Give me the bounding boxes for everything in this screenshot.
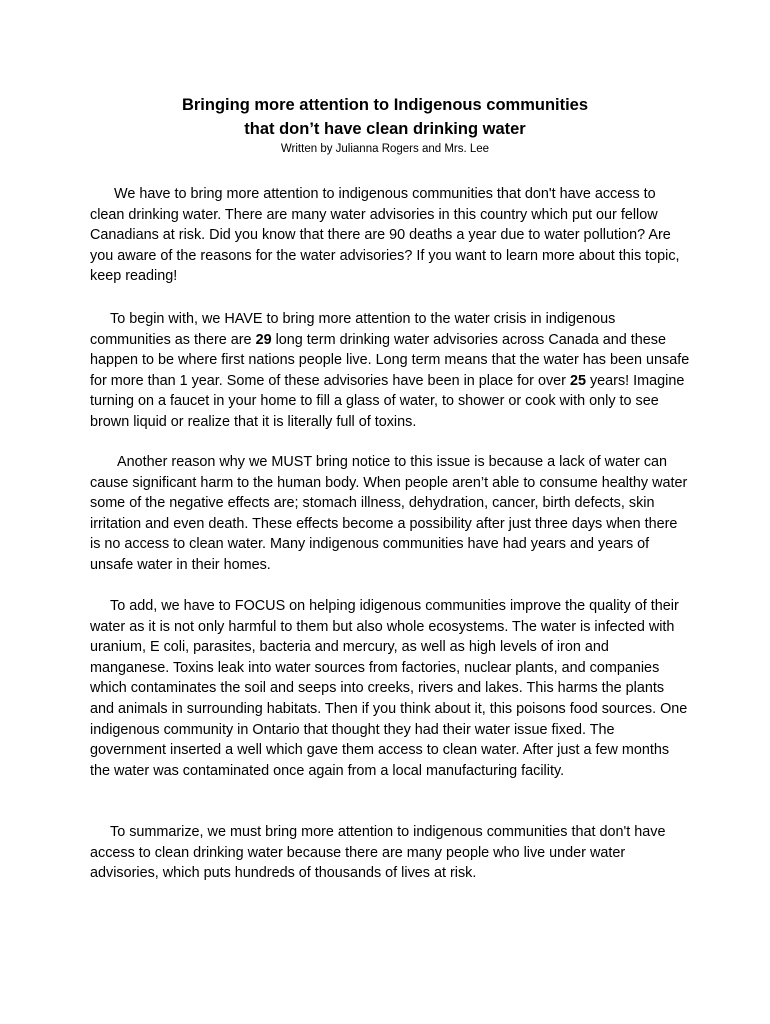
paragraph-health [90,452,690,576]
advisory-years: 25 [569,372,586,389]
paragraph-introduction [90,184,690,287]
paragraph-introduction-text: We have to bring more attention to indigenous communities that don't have access to clean drinking water. There are many water advisories in this country which put our fellow Canadians at risk. Did you know that there are 90 deaths a year due to water pollution? Are you aware of the reasons for the water advisories? If you want to learn more about this topic, keep reading! [90,186,680,285]
document-title-line-1: Bringing more attention to Indigenous communities [181,96,589,114]
paragraph-summary [90,822,690,884]
paragraph-summary-text: To summarize, we must bring more attention to indigenous communities that don't have access to clean drinking water because there are many people who live under water advisories, which puts hundreds of thousands of lives at risk. [90,824,666,882]
paragraph-begin-text-3: years! Imagine turning on a faucet in your home to fill a glass of water, to shower or cook with only to see brown liquid or realize that it is literally full of toxins. [90,372,685,430]
document-title-line-2: that don’t have clean drinking water [244,120,526,138]
paragraph-begin [90,309,690,433]
document-byline: Written by Julianna Rogers and Mrs. Lee [280,143,490,155]
paragraph-ecosystems-text: To add, we have to FOCUS on helping idigenous communities improve the quality of their water as it is not only harmful to them but also whole ecosystems. The water is infected with uranium, E coli, parasites, bacteria and mercury, as well as high levels of iron and manganese. Toxins leak into water sources from factories, nuclear plants, and companies which contaminates the soil and seeps into creeks, rivers and lakes. This harms the plants and animals in surrounding habitats. Then if you think about it, this poisons food sources. One indigenous community in Ontario that thought they had their water issue fixed. The government inserted a well which gave them access to clean water. After just a few months the water was contaminated once again from a local manufacturing facility. [90,598,688,779]
advisory-count: 29 [255,331,272,348]
paragraph-health-text: Another reason why we MUST bring notice to this issue is because a lack of water can cause significant harm to the human body. When people aren’t able to consume healthy water some of the negative effects are; stomach illness, dehydration, cancer, birth defects, skin irritation and even death. These effects become a possibility after just three days when there is no access to clean water. Many indigenous communities have had years and years of unsafe water in their homes. [90,454,688,573]
paragraph-begin-text-2: long term drinking water advisories across Canada and these happen to be where first nations people live. Long term means that the water has been unsafe for more than 1 year. Some of these advisories have been in place for over [90,331,690,389]
paragraph-ecosystems [90,596,690,781]
paragraph-begin-text-1: To begin with, we HAVE to bring more attention to the water crisis in indigenous communities as there are [90,311,616,348]
